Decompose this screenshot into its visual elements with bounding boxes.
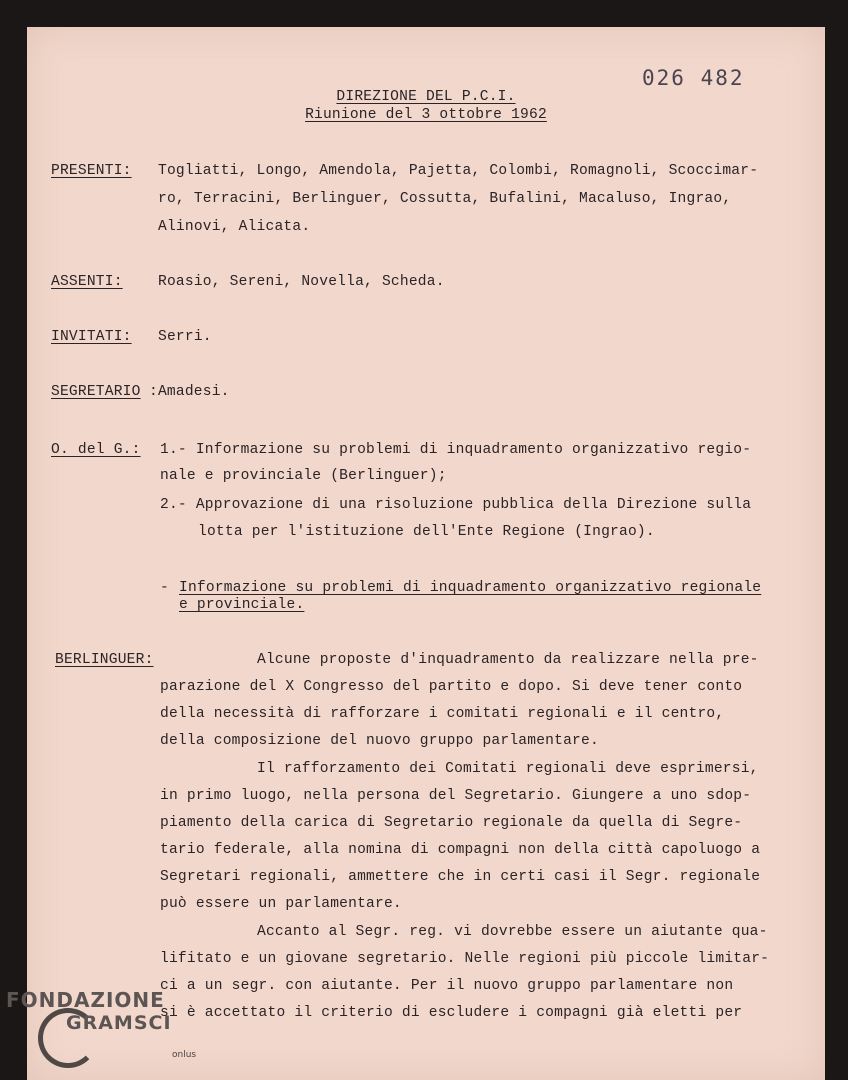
odg-line: nale e provinciale (Berlinguer); [160, 468, 447, 484]
body-line: Il rafforzamento dei Comitati regionali deve esprimersi, [257, 761, 759, 777]
document-number: 026 482 [642, 66, 745, 90]
body-line: della composizione del nuovo gruppo parlamentare. [160, 733, 599, 749]
body-line: tario federale, alla nomina di compagni non della città capoluogo a [160, 842, 761, 858]
segretario-label: SEGRETARIO [51, 384, 141, 400]
document-title: DIREZIONE DEL P.C.I. [336, 89, 516, 105]
assenti-label: ASSENTI: [51, 274, 123, 290]
odg-line: lotta per l'istituzione dell'Ente Regione (Ingrao). [198, 524, 655, 540]
section-dash: - [160, 580, 178, 596]
body-line: si è accettato il criterio di escludere i compagni già eletti per [160, 1005, 743, 1021]
body-line: Accanto al Segr. reg. vi dovrebbe essere un aiutante qua- [257, 924, 768, 940]
watermark-line-1: FONDAZIONE [6, 988, 165, 1012]
section-heading-line: e provinciale. [179, 597, 305, 613]
odg-line: 2.- Approvazione di una risoluzione pubblica della Direzione sulla [160, 497, 752, 513]
odg-line: 1.- Informazione su problemi di inquadramento organizzativo regio- [160, 442, 752, 458]
body-line: in primo luogo, nella persona del Segretario. Giungere a uno sdop- [160, 788, 752, 804]
invitati-label: INVITATI: [51, 329, 132, 345]
document-page [27, 27, 825, 1080]
segretario-text: :Amadesi. [149, 384, 230, 400]
berlinguer-label: BERLINGUER: [55, 652, 154, 668]
body-line: della necessità di rafforzare i comitati regionali e il centro, [160, 706, 725, 722]
assenti-text: Roasio, Sereni, Novella, Scheda. [158, 274, 445, 290]
body-line: Alcune proposte d'inquadramento da realizzare nella pre- [257, 652, 759, 668]
invitati-text: Serri. [158, 329, 212, 345]
odg-label: O. del G.: [51, 442, 141, 458]
body-line: Segretari regionali, ammettere che in certi casi il Segr. regionale [160, 869, 761, 885]
section-heading-line: Informazione su problemi di inquadramento organizzativo regionale [179, 580, 762, 596]
body-line: ci a un segr. con aiutante. Per il nuovo gruppo parlamentare non [160, 978, 734, 994]
presenti-label: PRESENTI: [51, 163, 132, 179]
watermark-line-3: onlus [172, 1050, 197, 1060]
presenti-line: ro, Terracini, Berlinguer, Cossutta, Bufalini, Macaluso, Ingrao, [158, 191, 732, 207]
body-line: può essere un parlamentare. [160, 896, 402, 912]
fondazione-gramsci-watermark [6, 988, 197, 1068]
watermark-line-2: GRAMSCI [66, 1012, 172, 1034]
presenti-line: Alinovi, Alicata. [158, 219, 311, 235]
body-line: parazione del X Congresso del partito e dopo. Si deve tener conto [160, 679, 743, 695]
body-line: piamento della carica di Segretario regionale da quella di Segre- [160, 815, 743, 831]
body-line: lifitato e un giovane segretario. Nelle regioni più piccole limitar- [160, 951, 770, 967]
document-subtitle: Riunione del 3 ottobre 1962 [305, 107, 547, 123]
presenti-line: Togliatti, Longo, Amendola, Pajetta, Colombi, Romagnoli, Scoccimar- [158, 163, 759, 179]
